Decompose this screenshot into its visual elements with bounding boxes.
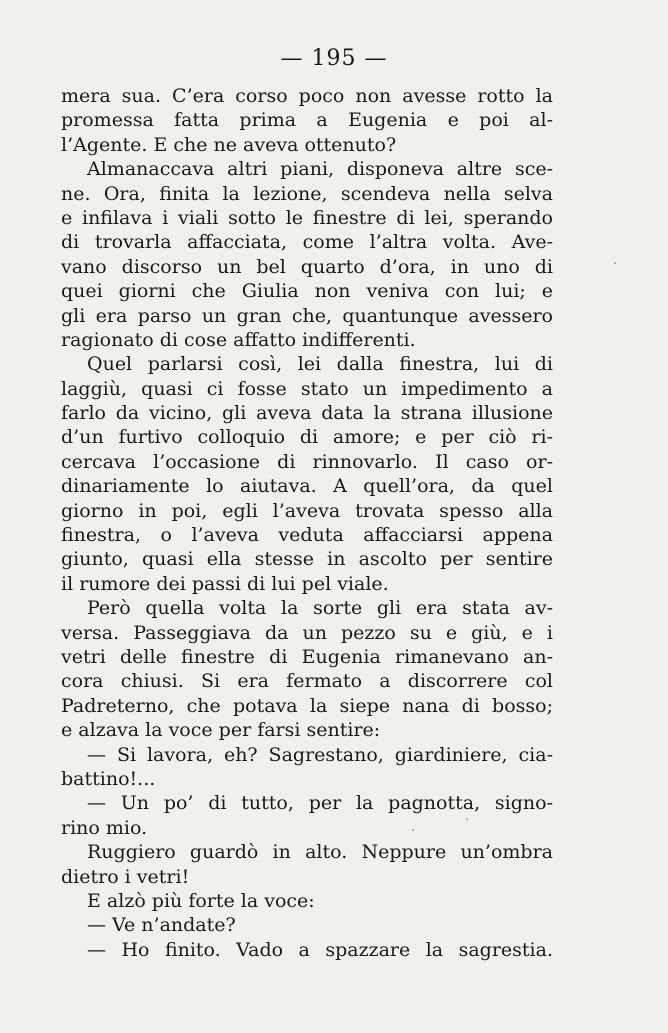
text-line: quei giorni che Giulia non veniva con lui; e xyxy=(61,280,553,303)
text-line: e infilava i viali sotto le finestre di lei, sperando xyxy=(61,206,553,229)
text-line: l’Agente. E che ne aveva ottenuto? xyxy=(61,133,397,156)
text-line: cercava l’occasione di rinnovarlo. Il caso or- xyxy=(61,450,553,473)
text-line: il rumore dei passi di lui pel viale. xyxy=(61,572,389,595)
text-line: — Ho finito. Vado a spazzare la sagrestia. xyxy=(87,938,553,961)
text-line: E alzò più forte la voce: xyxy=(87,889,315,912)
text-line: Almanaccava altri piani, disponeva altre sce- xyxy=(87,158,553,181)
text-line: versa. Passeggiava da un pezzo su e giù, e i xyxy=(61,621,553,644)
text-line: — Ve n’andate? xyxy=(87,914,236,937)
text-line: dinariamente lo aiutava. A quell’ora, da quel xyxy=(61,475,553,498)
text-line: vetri delle finestre di Eugenia rimanevano an- xyxy=(61,645,553,668)
text-line: — Si lavora, eh? Sagrestano, giardiniere, cia- xyxy=(87,743,553,766)
text-line: e alzava la voce per farsi sentire: xyxy=(61,719,381,742)
text-line: rino mio. xyxy=(61,816,148,839)
text-line: d’un furtivo colloquio di amore; e per ciò ri- xyxy=(61,426,553,449)
text-line: dietro i vetri! xyxy=(61,865,190,888)
page-number: — 195 — xyxy=(280,46,388,71)
text-line: cora chiusi. Si era fermato a discorrere col xyxy=(61,670,553,693)
text-line: Ruggiero guardò in alto. Neppure un’ombra xyxy=(87,841,553,864)
text-line: vano discorso un bel quarto d’ora, in uno di xyxy=(61,255,553,278)
text-line: promessa fatta prima a Eugenia e poi al- xyxy=(61,109,553,132)
text-line: finestra, o l’aveva veduta affacciarsi appena xyxy=(61,524,553,547)
paper-speck xyxy=(412,829,414,831)
text-line: Quel parlarsi così, lei dalla finestra, lui di xyxy=(87,353,553,376)
paper-speck xyxy=(466,818,468,820)
text-line: farlo da vicino, gli aveva data la strana illusione xyxy=(61,402,553,425)
paper-speck xyxy=(614,262,616,264)
text-line: ne. Ora, finita la lezione, scendeva nella selva xyxy=(61,182,553,205)
text-line: mera sua. C’era corso poco non avesse rotto la xyxy=(61,85,553,107)
text-line: giorno in poi, egli l’aveva trovata spesso alla xyxy=(61,499,553,522)
text-line: battino!... xyxy=(61,767,156,790)
text-line: laggiù, quasi ci fosse stato un impedimento a xyxy=(61,377,553,400)
text-line: Però quella volta la sorte gli era stata av- xyxy=(87,597,553,620)
text-line: ragionato di cose affatto indifferenti. xyxy=(61,328,416,351)
text-line: gli era parso un gran che, quantunque avessero xyxy=(61,304,553,327)
text-line: Padreterno, che potava la siepe nana di bosso; xyxy=(61,694,553,717)
body-text xyxy=(61,84,553,962)
text-line: giunto, quasi ella stesse in ascolto per sentire xyxy=(61,548,553,571)
text-line: di trovarla affacciata, come l’altra volta. Ave- xyxy=(61,231,553,254)
text-line: — Un po’ di tutto, per la pagnotta, signo- xyxy=(87,792,553,815)
